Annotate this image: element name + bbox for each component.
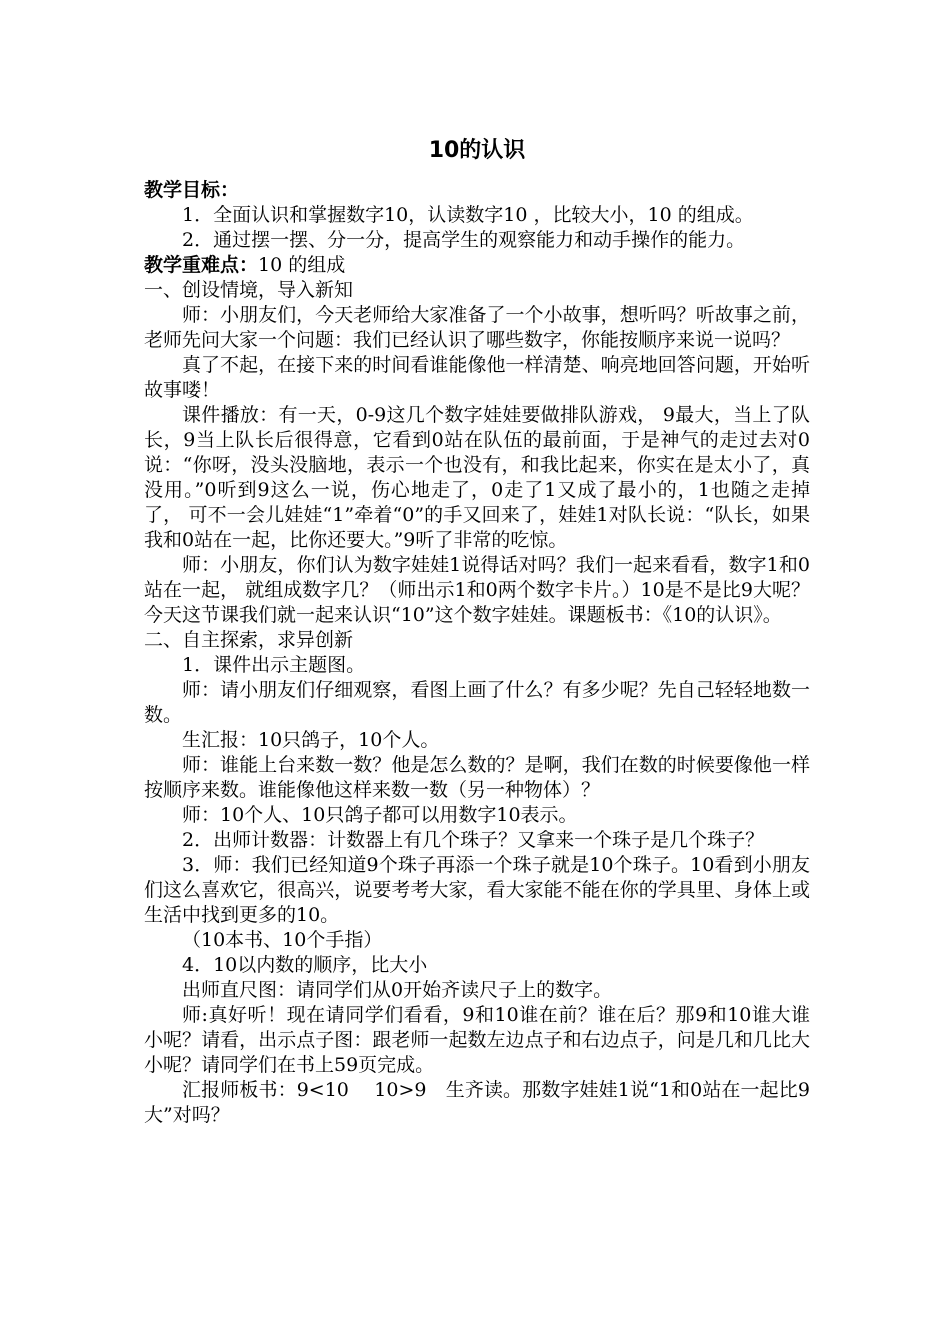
section2-paragraph: 2．出师计数器：计数器上有几个珠子？又拿来一个珠子是几个珠子？: [182, 829, 765, 851]
section1-paragraph: 课件播放：有一天，0-9这几个数字娃娃要做排队游戏， 9最大，当上了队长，9当上队长后很得意，它看到0站在队伍的最前面，于是神气的走过去对0说：“你呀，没头没脑地，表示一个也没有，和我比起来，你实在是太小了，真没用。”0听到9这么一说，伤心地走了，0走了1又成了最小的，1也随之走掉了， 可不一会儿娃娃“1”牵着“0”的手又回来了，娃娃1对队长说：“队长，如果我和0站在一起，比你还要大。”9听了非常的吃惊。: [144, 404, 810, 551]
section1-heading: 一、创设情境，导入新知: [144, 279, 354, 301]
goal-item: 1．全面认识和掌握数字10，认读数字10 ，比较大小，10 的组成。: [182, 204, 754, 226]
section2-heading: 二、自主探索，求异创新: [144, 629, 354, 651]
section1-paragraph: 师：小朋友们，今天老师给大家准备了一个小故事，想听吗？听故事之前，老师先问大家一个问题：我们已经认识了哪些数字，你能按顺序来说一说吗？: [144, 304, 810, 351]
goals-heading: 教学目标：: [144, 179, 240, 201]
keypoint-text: 10 的组成: [258, 254, 346, 276]
document-page: [144, 130, 810, 1128]
goal-item: 2．通过摆一摆、分一分，提高学生的观察能力和动手操作的能力。: [182, 229, 746, 251]
section2-paragraph: 师：请小朋友们仔细观察，看图上画了什么？有多少呢？先自己轻轻地数一数。: [144, 679, 810, 726]
keypoint-line: [144, 253, 810, 278]
section2-paragraph: 4．10以内数的顺序，比大小: [182, 954, 428, 976]
section1-paragraph: 真了不起，在接下来的时间看谁能像他一样清楚、响亮地回答问题，开始听故事喽！: [144, 354, 810, 401]
section2-paragraph: 师：10个人、10只鸽子都可以用数字10表示。: [182, 804, 578, 826]
section2-paragraph: 1．课件出示主题图。: [182, 654, 366, 676]
section2-paragraph: 汇报师板书：9<10 10>9 生齐读。那数字娃娃1说“1和0站在一起比9大”对吗？: [144, 1079, 810, 1126]
section2-paragraph: 师:真好听！现在请同学们看看，9和10谁在前？谁在后？那9和10谁大谁小呢？请看，出示点子图：跟老师一起数左边点子和右边点子，问是几和几比大小呢？请同学们在书上59页完成。: [144, 1004, 810, 1076]
section2-paragraph: 出师直尺图：请同学们从0开始齐读尺子上的数字。: [182, 979, 613, 1001]
keypoint-heading: 教学重难点：: [144, 254, 259, 276]
section1-paragraph: 师：小朋友，你们认为数字娃娃1说得话对吗？我们一起来看看，数字1和0站在一起， 就组成数字几？（师出示1和0两个数字卡片。）10是不是比9大呢？今天这节课我们就一起来认识“10”这个数字娃娃。课题板书：《10的认识》。: [144, 554, 810, 626]
section2-paragraph: （10本书、10个手指）: [182, 929, 383, 951]
section2-paragraph: 生汇报：10只鸽子，10个人。: [182, 729, 440, 751]
section2-paragraph: 师：谁能上台来数一数？他是怎么数的？是啊，我们在数的时候要像他一样按顺序来数。谁能像他这样来数一数（另一种物体）？: [144, 754, 810, 801]
section2-paragraph: 3．师：我们已经知道9个珠子再添一个珠子就是10个珠子。10看到小朋友们这么喜欢它，很高兴，说要考考大家，看大家能不能在你的学具里、身体上或生活中找到更多的10。: [144, 854, 810, 926]
document-title: 10的认识: [428, 138, 526, 163]
